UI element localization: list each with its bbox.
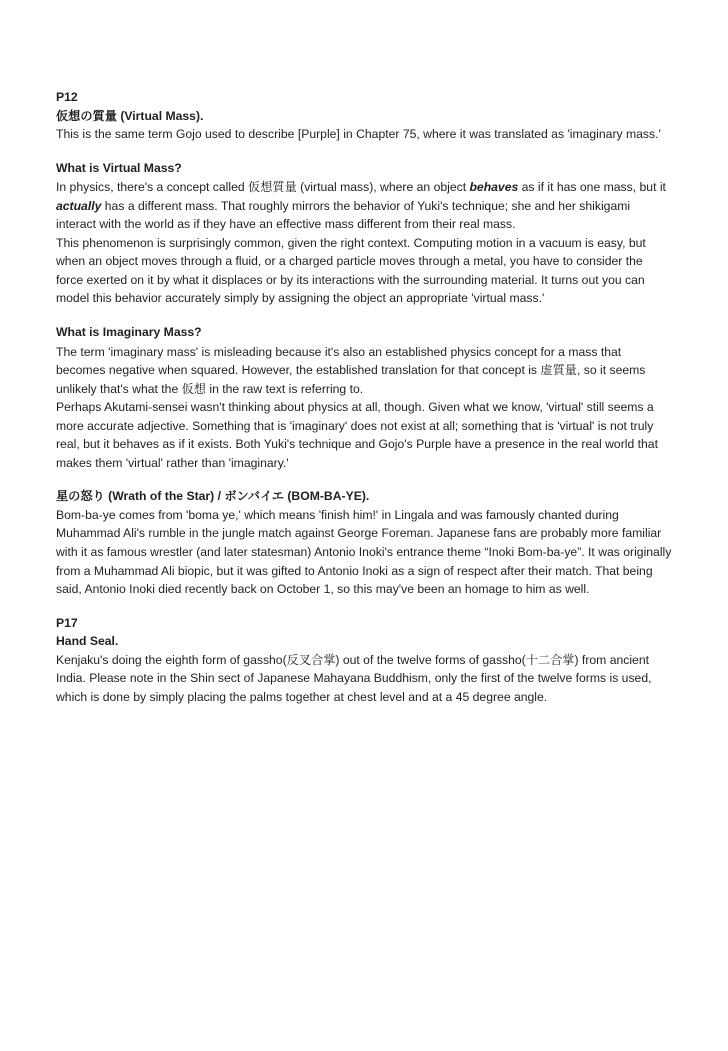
paragraph-hand-seal: Kenjaku's doing the eighth form of gassho(反叉合掌) out of the twelve forms of gassho(十二合掌) from ancient India. Please note in the Shin sect of Japanese Mahayana Buddhism, only the first of the twelve forms is used, which is done by simply placing the palms together at chest level and at a 45 degree angle. (56, 652, 652, 704)
section-p12-header (56, 88, 672, 144)
paragraph-virtual-mass-2: This phenomenon is surprisingly common, given the right context. Computing motion in a vacuum is easy, but when an object moves through a fluid, or a charged particle moves through a metal, you have to consider the force exerted on it by what it displaces or by its interactions with the surrounding material. It turns out you can model this behavior accurately simply by assigning the object an appropriate 'virtual mass.' (56, 235, 646, 306)
subsection-what-is-imaginary-mass (56, 323, 672, 472)
term-hand-seal: Hand Seal. (56, 634, 119, 649)
page-label-p12: P12 (56, 90, 78, 104)
subheading-what-is-virtual-mass: What is Virtual Mass? (56, 160, 182, 175)
page-label-p17: P17 (56, 615, 78, 630)
term-wrath-of-the-star: 星の怒り (Wrath of the Star) / ボンバイエ (BOM-BA-YE). (56, 489, 370, 504)
subsection-what-is-virtual-mass (56, 159, 672, 308)
section-p17-header (56, 614, 672, 707)
spacer (56, 472, 672, 487)
term-virtual-mass: 仮想の質量 (Virtual Mass). (56, 108, 204, 123)
note-wrath-of-the-star (56, 487, 672, 598)
subheading-what-is-imaginary-mass: What is Imaginary Mass? (56, 325, 202, 340)
paragraph-imaginary-mass-2: Perhaps Akutami-sensei wasn't thinking about physics at all, though. Given what we know, 'virtual' still seems a more accurate adjective. Something that is 'imaginary' does not exist at all; something that is 'virtual' is not truly real, but it behaves as if it exists. Both Yuki's technique and Gojo's Purple have a presence in the real world that makes them 'virtual' rather than 'imaginary.' (56, 400, 658, 470)
spacer (56, 144, 672, 159)
spacer (56, 599, 672, 614)
paragraph-virtual-mass-1: In physics, there's a concept called 仮想質量 (virtual mass), where an object behaves as if it has one mass, but it actually has a different mass. That roughly mirrors the behavior of Yuki's technique; she and her shikigami interact with the world as if they have an effective mass different from their real mass. (56, 180, 666, 232)
paragraph-imaginary-mass-1: The term 'imaginary mass' is misleading because it's also an established physics concept for a mass that becomes negative when squared. However, the established translation for that concept is 虚質量, so it seems unlikely that's what the 仮想 in the raw text is referring to. (56, 344, 646, 396)
paragraph-bom-ba-ye: Bom-ba-ye comes from 'boma ye,' which means 'finish him!' in Lingala and was famously chanted during Muhammad Ali's rumble in the jungle match against George Foreman. Japanese fans are probably more familiar with it as famous wrestler (and later statesman) Antonio Inoki's entrance theme “Inoki Bom-ba-ye”. It was originally from a Muhammad Ali biopic, but it was gifted to Antonio Inoki as a sign of respect after their match. That being said, Antonio Inoki died recently back on October 1, so this may've been an homage to him as well. (56, 507, 672, 597)
spacer (56, 308, 672, 323)
intro-virtual-mass: This is the same term Gojo used to describe [Purple] in Chapter 75, where it was translated as 'imaginary mass.' (56, 127, 661, 142)
document-body (56, 88, 672, 706)
